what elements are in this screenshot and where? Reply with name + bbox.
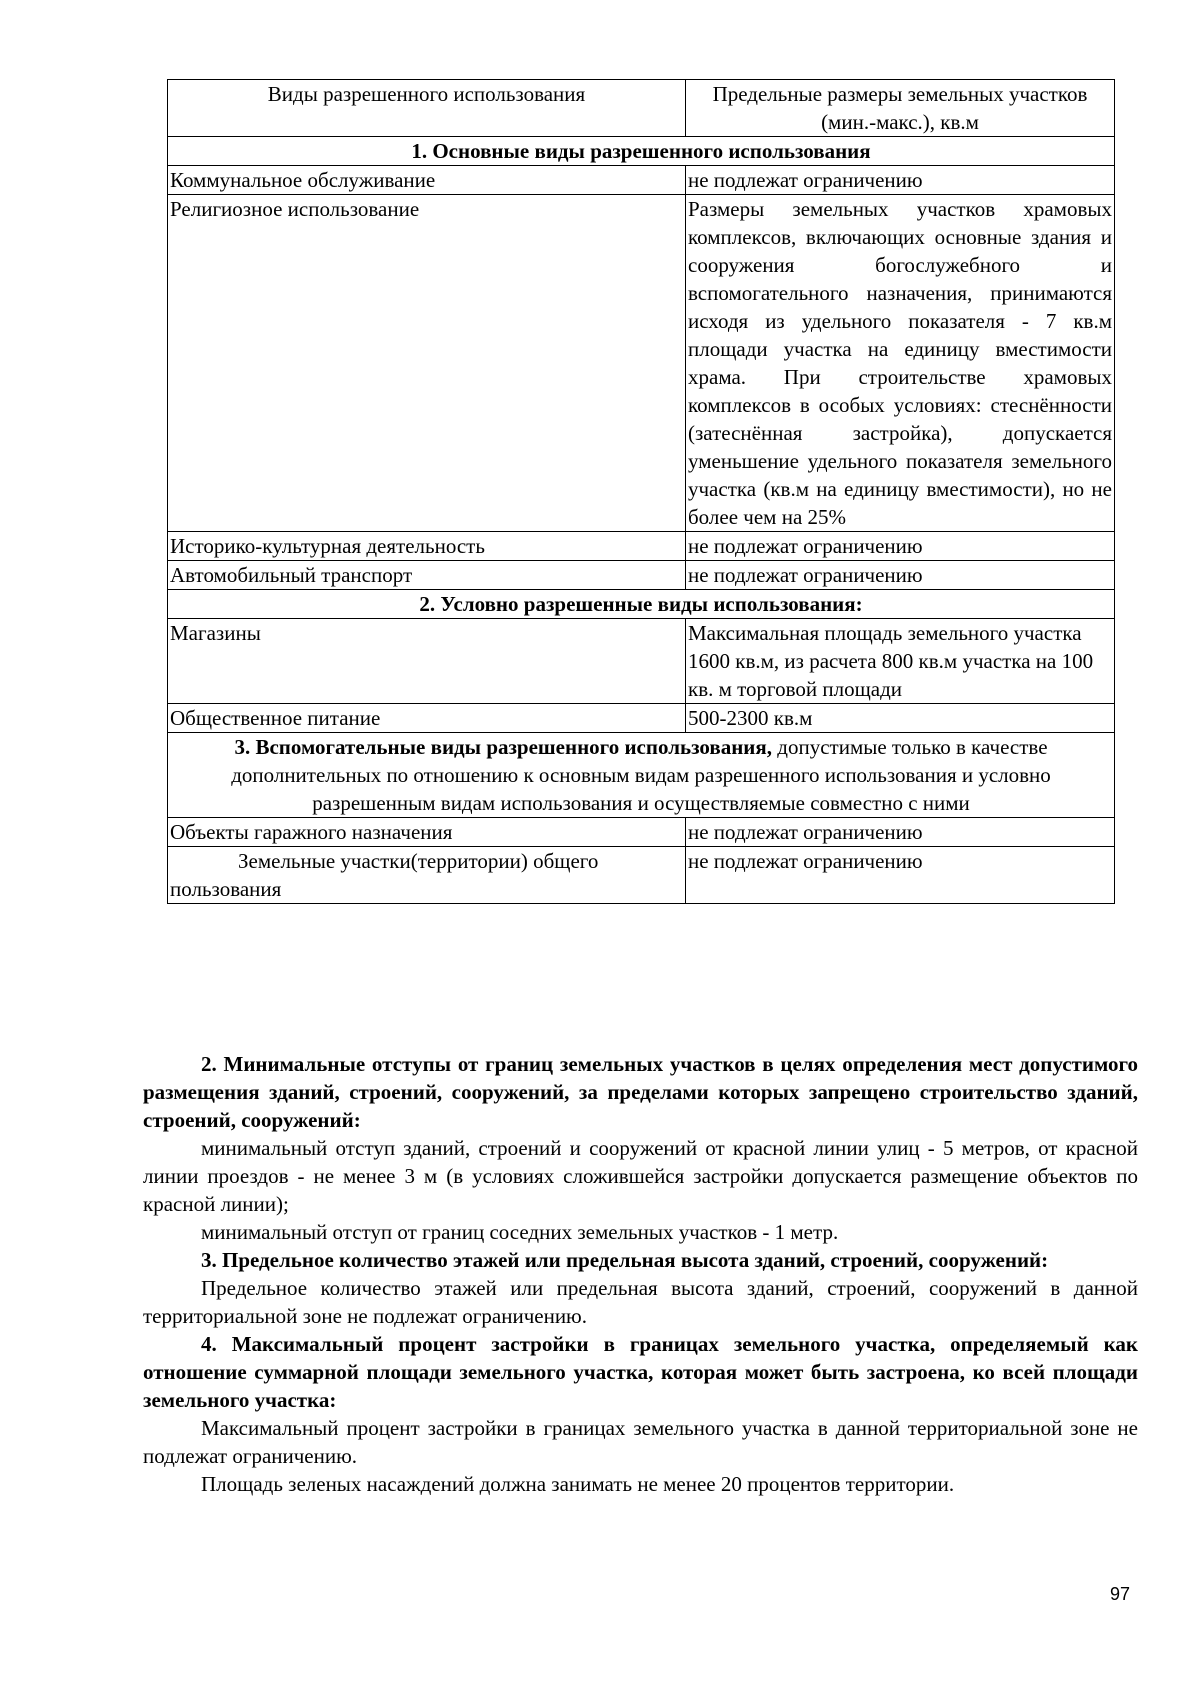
use-name: Религиозное использование: [168, 195, 686, 532]
section-title-rest: допустимые только в качестве дополнительных по отношению к основным видам разрешенного использования и условно разрешенным видам использования и осуществляемые совместно с ними: [231, 735, 1051, 815]
use-name: Объекты гаражного назначения: [168, 818, 686, 847]
section-title-auxiliary-uses: [168, 733, 1115, 818]
use-name: Историко-культурная деятельность: [168, 532, 686, 561]
table-row: [168, 561, 1115, 590]
table-row: [168, 166, 1115, 195]
header-cell-plot-sizes: Предельные размеры земельных участков (мин.-макс.), кв.м: [686, 80, 1115, 137]
use-value: Максимальная площадь земельного участка 1600 кв.м, из расчета 800 кв.м участка на 100 кв. м торговой площади: [686, 619, 1115, 704]
heading-coverage: 4. Максимальный процент застройки в границах земельного участка, определяемый как отношение суммарной площади земельного участка, которая может быть застроена, ко всей площади земельного участка:: [143, 1332, 1138, 1412]
use-name: [168, 847, 686, 904]
use-name: Магазины: [168, 619, 686, 704]
section-title-main-uses: 1. Основные виды разрешенного использования: [168, 137, 1115, 166]
table-row: [168, 818, 1115, 847]
header-cell-use-types: Виды разрешенного использования: [168, 80, 686, 137]
table-row: [168, 532, 1115, 561]
table-header-row: [168, 80, 1115, 137]
paragraph: минимальный отступ зданий, строений и сооружений от красной линии улиц - 5 метров, от красной линии проездов - не менее 3 м (в условиях сложившейся застройки допускается размещение объектов по красной линии);: [143, 1136, 1138, 1216]
use-value: не подлежат ограничению: [686, 818, 1115, 847]
page-number: 97: [1110, 1584, 1131, 1604]
land-use-table: [167, 79, 1115, 904]
section-row: [168, 137, 1115, 166]
use-value: не подлежат ограничению: [686, 166, 1115, 195]
section-row: [168, 733, 1115, 818]
table-row: [168, 704, 1115, 733]
heading-floors: 3. Предельное количество этажей или предельная высота зданий, строений, сооружений:: [201, 1248, 1049, 1272]
use-name: Автомобильный транспорт: [168, 561, 686, 590]
use-value: 500-2300 кв.м: [686, 704, 1115, 733]
use-name-line2: пользования: [170, 877, 282, 901]
table-row: [168, 195, 1115, 532]
section-row: [168, 590, 1115, 619]
use-name-line1: Земельные участки(территории) общего: [238, 849, 599, 873]
paragraph: Предельное количество этажей или предельная высота зданий, строений, сооружений в данной территориальной зоне не подлежат ограничению.: [143, 1276, 1138, 1328]
use-value: не подлежат ограничению: [686, 532, 1115, 561]
section-title-bold: 3. Вспомогательные виды разрешенного использования,: [234, 735, 773, 759]
heading-setbacks: 2. Минимальные отступы от границ земельных участков в целях определения мест допустимого размещения зданий, строений, сооружений, за пределами которых запрещено строительство зданий, строений, сооружений:: [143, 1052, 1138, 1132]
section-title-conditional-uses: 2. Условно разрешенные виды использования:: [168, 590, 1115, 619]
use-value: не подлежат ограничению: [686, 847, 1115, 904]
paragraph: Площадь зеленых насаждений должна занимать не менее 20 процентов территории.: [201, 1472, 955, 1496]
table-row: [168, 619, 1115, 704]
paragraph: Максимальный процент застройки в границах земельного участка в данной территориальной зоне не подлежат ограничению.: [143, 1416, 1138, 1468]
use-value: Размеры земельных участков храмовых комплексов, включающих основные здания и сооружения богослужебного и вспомогательного назначения, принимаются исходя из удельного показателя - 7 кв.м площади участка на единицу вместимости храма. При строительстве храмовых комплексов в особых условиях: стеснённости (затеснённая застройка), допускается уменьшение удельного показателя земельного участка (кв.м на единицу вместимости), но не более чем на 25%: [686, 195, 1115, 532]
use-name: Общественное питание: [168, 704, 686, 733]
use-name: Коммунальное обслуживание: [168, 166, 686, 195]
regulations-text: [143, 1050, 1138, 1498]
use-value: не подлежат ограничению: [686, 561, 1115, 590]
table-row: [168, 847, 1115, 904]
paragraph: минимальный отступ от границ соседних земельных участков - 1 метр.: [201, 1220, 839, 1244]
